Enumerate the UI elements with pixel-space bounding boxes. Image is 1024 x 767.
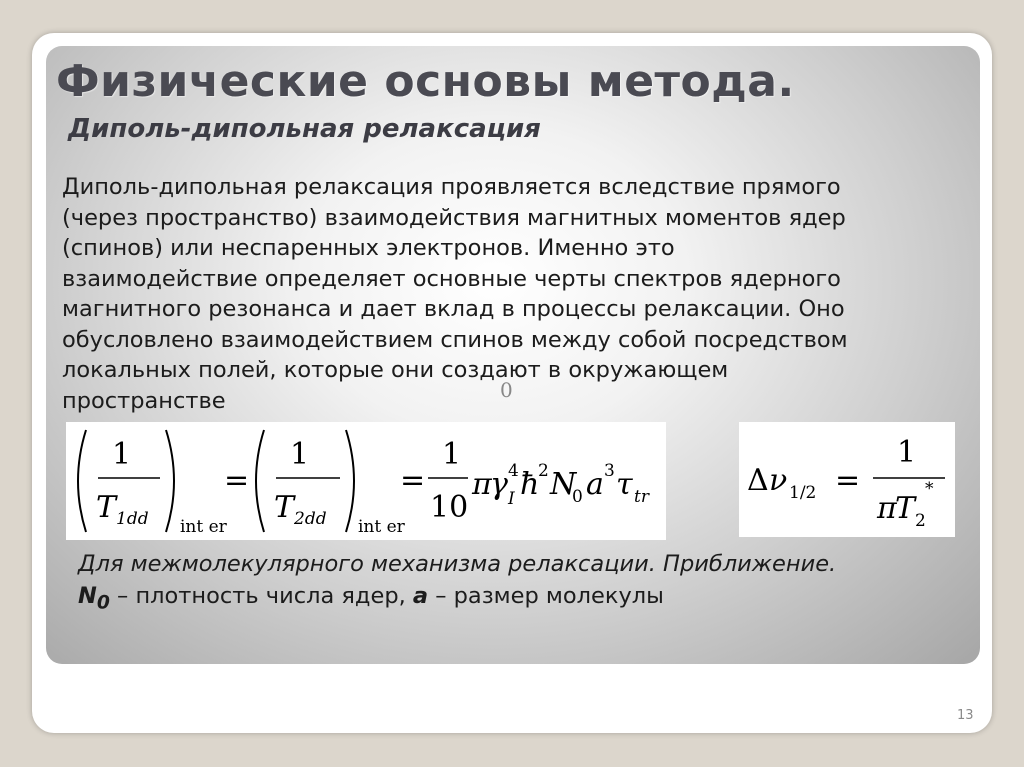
- linewidth-formula: [739, 422, 955, 537]
- nu-subscript: 1/2: [789, 483, 817, 503]
- body-line: пространстве: [62, 387, 226, 414]
- frac2-numerator: 1: [290, 437, 310, 472]
- note-n-subscript: 0: [96, 592, 110, 614]
- body-line: магнитного резонанса и дает вклад в процессы релаксации. Оно: [62, 296, 845, 322]
- body-line: (спинов) или неспаренных электронов. Именно это: [62, 235, 675, 261]
- note-a-symbol: a: [412, 583, 429, 609]
- paren2-subscript: int er: [358, 517, 405, 537]
- slide-number: 13: [957, 708, 974, 723]
- n-subscript: 0: [572, 487, 583, 507]
- note-a-definition: – размер молекулы: [428, 583, 664, 609]
- frac1-numerator: 1: [112, 437, 132, 472]
- frac1-denominator-T: T: [96, 490, 117, 525]
- formula-note: [78, 548, 958, 620]
- pi-symbol: π: [877, 491, 897, 526]
- slide-title: Физические основы метода.: [56, 56, 795, 107]
- t-superscript: *: [925, 479, 934, 499]
- n-symbol: N: [550, 467, 577, 502]
- t-subscript: 2: [915, 511, 926, 531]
- linewidth-numerator: 1: [897, 435, 917, 470]
- body-line: (через пространство) взаимодействия магнитных моментов ядер: [62, 204, 846, 231]
- body-line: взаимодействие определяет основные черты спектров ядерного: [62, 265, 841, 292]
- slide-subtitle: Диполь-дипольная релаксация: [68, 114, 541, 144]
- relaxation-formula: [66, 422, 666, 540]
- body-line: Диполь-дипольная релаксация проявляется вследствие прямого: [62, 174, 841, 200]
- frac3-numerator: 1: [442, 437, 462, 472]
- frac2-denominator-sub: 2dd: [294, 509, 327, 529]
- frac2-denominator-T: T: [274, 490, 295, 525]
- hbar-symbol: ħ: [520, 467, 540, 502]
- tau-symbol: τ: [616, 467, 633, 502]
- note-line-definitions: [78, 580, 958, 620]
- note-n-definition: – плотность числа ядер,: [109, 583, 413, 609]
- equals-sign: =: [835, 463, 861, 498]
- a-superscript: 3: [604, 461, 615, 481]
- gamma-superscript: 4: [508, 461, 519, 481]
- a-symbol: a: [586, 467, 604, 502]
- nu-symbol: ν: [769, 463, 788, 498]
- frac3-denominator: 10: [430, 490, 469, 525]
- note-n-symbol: N: [78, 583, 97, 609]
- gamma-subscript: I: [508, 489, 515, 509]
- note-line-mechanism: Для межмолекулярного механизма релаксации. Приближение.: [78, 551, 837, 577]
- tau-subscript: tr: [634, 487, 649, 507]
- paren1-subscript: int er: [180, 517, 227, 537]
- frac1-denominator-sub: 1dd: [116, 509, 149, 529]
- equals-sign: =: [400, 463, 426, 498]
- gamma-symbol: γ: [490, 467, 508, 502]
- body-line: обусловлено взаимодействием спинов между собой посредством: [62, 326, 848, 353]
- delta-symbol: Δ: [747, 463, 769, 498]
- t-symbol: T: [895, 491, 916, 526]
- pi-symbol: π: [472, 467, 492, 502]
- body-line: локальных полей, которые они создают в окружающем: [62, 357, 729, 383]
- stray-mark: 0: [500, 378, 513, 402]
- hbar-superscript: 2: [538, 461, 549, 481]
- equals-sign: =: [224, 463, 250, 498]
